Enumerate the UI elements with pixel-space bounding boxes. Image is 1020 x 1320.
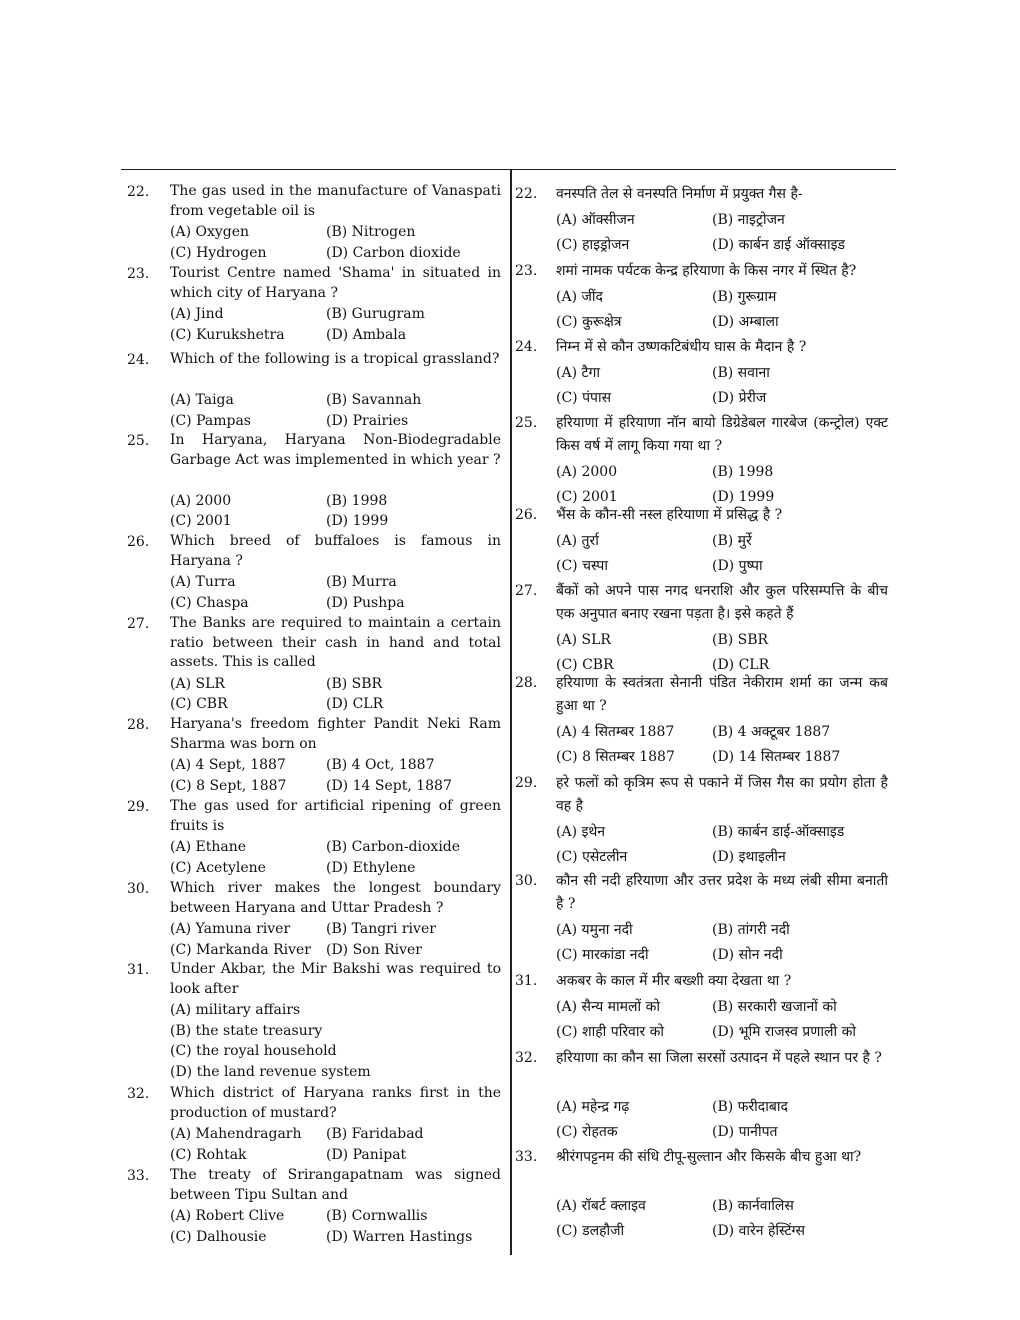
question-number: 23.: [515, 263, 538, 279]
options: [556, 362, 770, 412]
option-b: (B) Carbon-dioxide: [326, 839, 461, 855]
options: [170, 919, 436, 960]
option-a: (A) 2000: [556, 464, 618, 480]
option-a: (A) Mahendragarh: [170, 1126, 302, 1142]
question-text: कौन सी नदी हरियाणा और उत्तर प्रदेश के मध्य लंबी सीमा बनाती है ?: [556, 873, 888, 912]
question-number: 22.: [127, 184, 150, 200]
option-c: (C) पंपास: [556, 390, 612, 406]
option-d: (D) 1999: [326, 513, 389, 529]
top-rule: [121, 169, 896, 170]
option-b: (B) SBR: [326, 675, 383, 692]
question-number: 30.: [127, 881, 150, 897]
option-a: (A) Robert Clive: [170, 1208, 285, 1224]
option-c: (C) 2001: [556, 489, 618, 505]
option-b: (B) 1998: [326, 492, 388, 509]
question-text: श्रीरंगपट्टनम की संधि टीपू-सुल्तान और किसके बीच हुआ था?: [556, 1149, 862, 1165]
option-b: (B) Faridabad: [326, 1126, 424, 1142]
question-number: 31.: [127, 962, 150, 978]
option-a: (A) सैन्य मामलों को: [556, 999, 660, 1015]
option-a: (A) 4 सितम्बर 1887: [556, 724, 675, 740]
options: [556, 209, 845, 259]
option-c: (C) 2001: [170, 513, 232, 529]
question-number: 28.: [515, 675, 538, 691]
question-number: 27.: [515, 583, 538, 599]
option-d: (D) 1999: [712, 489, 775, 505]
question-number: 29.: [127, 799, 150, 815]
option-d: (D) Prairies: [326, 412, 409, 429]
options: [170, 572, 405, 613]
question-number: 22.: [515, 186, 538, 202]
question-text: शमां नामक पर्यटक केन्द्र हरियाणा के किस नगर में स्थित है?: [556, 263, 857, 279]
option-c: (C) Hydrogen: [170, 244, 267, 261]
option-b: (B) SBR: [712, 632, 769, 648]
options: [170, 390, 421, 431]
option-b: (B) 1998: [712, 464, 774, 480]
option-d: (D) Panipat: [326, 1146, 407, 1163]
option-a: (A) जींद: [556, 289, 603, 305]
question-text: Haryana's freedom fighter Pandit Neki Ram Sharma was born on: [170, 716, 501, 752]
option-b: (B) मुर्रे: [712, 533, 752, 549]
question-text: Which district of Haryana ranks first in the production of mustard?: [170, 1085, 501, 1121]
option-a: (A) Oxygen: [170, 224, 250, 240]
option-b: (B) Savannah: [326, 392, 422, 408]
options: [170, 755, 452, 796]
option-c: (C) 8 Sept, 1887: [170, 777, 287, 794]
option-d: (D) CLR: [326, 696, 384, 712]
question-text: हरियाणा के स्वतंत्रता सेनानी पंडित नेकीराम शर्मा का जन्म कब हुआ था ?: [556, 675, 888, 714]
question-text: हरियाणा में हरियाणा नॉन बायो डिग्रेडेबल गारबेज (कन्ट्रोल) एक्ट किस वर्ष में लागू किया गया था ?: [556, 415, 888, 454]
option-c: (C) CBR: [170, 696, 228, 712]
options: [556, 996, 856, 1046]
option-b: (B) कार्बन डाई-ऑक्साइड: [712, 824, 845, 840]
option-a: (A) 2000: [170, 492, 232, 509]
option-b: (B) सवाना: [712, 365, 770, 381]
option-d: (D) Warren Hastings: [326, 1228, 473, 1245]
option-c: (C) the royal household: [170, 1043, 337, 1059]
question-text: Which breed of buffaloes is famous in Haryana ?: [170, 533, 501, 569]
option-b: (B) फरीदाबाद: [712, 1099, 788, 1115]
question-text: The Banks are required to maintain a certain ratio between their cash in hand and total assets. This is called: [170, 615, 501, 670]
option-c: (C) एसेटलीन: [556, 849, 628, 865]
option-a: (A) 4 Sept, 1887: [170, 757, 286, 773]
option-c: (C) मारकांडा नदी: [556, 947, 649, 963]
option-c: (C) 8 सितम्बर 1887: [556, 749, 675, 765]
option-b: (B) Cornwallis: [326, 1208, 428, 1224]
option-c: (C) शाही परिवार को: [556, 1024, 665, 1040]
question-text: भैंस के कौन-सी नस्ल हरियाणा में प्रसिद्ध है ?: [556, 507, 783, 523]
option-b: (B) तांगरी नदी: [712, 922, 790, 938]
option-d: (D) Ambala: [326, 326, 407, 343]
question-number: 32.: [127, 1086, 150, 1102]
options: [170, 1124, 424, 1165]
option-d: (D) the land revenue system: [170, 1063, 371, 1080]
question-text: हरे फलों को कृत्रिम रूप से पकाने में जिस गैस का प्रयोग होता है वह है: [556, 775, 888, 814]
option-d: (D) भूमि राजस्व प्रणाली को: [712, 1024, 856, 1040]
option-b: (B) Murra: [326, 574, 397, 590]
option-a: (A) महेन्द्र गढ़: [556, 1099, 630, 1115]
question-number: 25.: [515, 415, 538, 431]
question-text: हरियाणा का कौन सा जिला सरसों उत्पादन में पहले स्थान पर है ?: [556, 1050, 882, 1066]
options: [170, 222, 461, 263]
question-number: 30.: [515, 873, 538, 889]
option-a: (A) military affairs: [170, 1002, 301, 1018]
question-text: The gas used in the manufacture of Vanaspati from vegetable oil is: [170, 183, 501, 219]
option-c: (C) Chaspa: [170, 594, 249, 611]
question-text: वनस्पति तेल से वनस्पति निर्माण में प्रयुक्त गैस है-: [556, 186, 803, 202]
option-d: (D) 14 Sept, 1887: [326, 777, 452, 794]
option-d: (D) सोन नदी: [712, 947, 783, 963]
option-c: (C) Kurukshetra: [170, 326, 285, 343]
option-d: (D) 14 सितम्बर 1887: [712, 749, 841, 765]
option-c: (C) Rohtak: [170, 1146, 247, 1163]
option-a: (A) यमुना नदी: [556, 922, 633, 938]
option-b: (B) कार्नवालिस: [712, 1198, 794, 1214]
question-number: 24.: [127, 352, 150, 368]
option-a: (A) Ethane: [170, 839, 246, 855]
option-a: (A) इथेन: [556, 824, 606, 840]
question-text: बैंकों को अपने पास नगद धनराशि और कुल परिसम्पत्ति के बीच एक अनुपात बनाए रखना पड़ता है। इसे कहते हैं: [556, 583, 888, 622]
option-b: (B) नाइट्रोजन: [712, 212, 785, 228]
option-a: (A) ऑक्सीजन: [556, 212, 635, 228]
options: [556, 721, 840, 771]
option-c: (C) रोहतक: [556, 1124, 618, 1140]
option-b: (B) सरकारी खजानों को: [712, 999, 837, 1015]
question-number: 32.: [515, 1050, 538, 1066]
option-d: (D) CLR: [712, 657, 770, 673]
options: [170, 491, 388, 532]
options: [170, 674, 383, 715]
question-number: 28.: [127, 717, 150, 733]
option-a: (A) Yamuna river: [170, 921, 291, 937]
question-text: Which river makes the longest boundary between Haryana and Uttar Pradesh ?: [170, 880, 501, 916]
option-c: (C) Pampas: [170, 412, 251, 429]
option-b: (B) Tangri river: [326, 921, 436, 937]
option-b: (B) the state treasury: [170, 1022, 323, 1039]
option-b: (B) Nitrogen: [326, 224, 416, 240]
option-d: (D) वारेन हेस्टिंग्स: [712, 1223, 805, 1239]
option-a: (A) रॉबर्ट क्लाइव: [556, 1198, 646, 1214]
question-number: 25.: [127, 433, 150, 449]
option-a: (A) SLR: [170, 675, 225, 692]
question-text: The treaty of Srirangapatnam was signed between Tipu Sultan and: [170, 1167, 501, 1203]
option-d: (D) कार्बन डाई ऑक्साइड: [712, 237, 845, 253]
question-number: 26.: [127, 534, 150, 550]
question-number: 33.: [515, 1149, 538, 1165]
option-a: (A) Turra: [170, 574, 236, 590]
options: [556, 821, 844, 871]
question-number: 29.: [515, 775, 538, 791]
options: [556, 919, 790, 969]
question-text: Under Akbar, the Mir Bakshi was required to look after: [170, 961, 501, 997]
option-a: (A) SLR: [556, 632, 611, 648]
question-number: 23.: [127, 266, 150, 282]
option-d: (D) Carbon dioxide: [326, 244, 461, 261]
question-number: 33.: [127, 1168, 150, 1184]
question-number: 26.: [515, 507, 538, 523]
question-number: 24.: [515, 339, 538, 355]
option-a: (A) तुर्रा: [556, 533, 599, 549]
option-d: (D) पुष्पा: [712, 558, 763, 574]
option-c: (C) हाइड्रोजन: [556, 237, 630, 253]
option-c: (C) डलहौजी: [556, 1223, 625, 1239]
question-text: निम्न में से कौन उष्णकटिबंधीय घास के मैदान है ?: [556, 339, 807, 355]
question-text: Which of the following is a tropical grassland?: [170, 351, 500, 367]
options: [170, 304, 425, 345]
option-d: (D) अम्बाला: [712, 314, 779, 330]
question-text: Tourist Centre named 'Shama' in situated in which city of Haryana ?: [170, 265, 501, 301]
option-d: (D) Pushpa: [326, 594, 405, 611]
option-b: (B) 4 अक्टूबर 1887: [712, 724, 831, 740]
option-b: (B) Gurugram: [326, 306, 425, 322]
option-d: (D) Ethylene: [326, 859, 416, 876]
options: [556, 1096, 788, 1146]
option-d: (D) इथाइलीन: [712, 849, 786, 865]
option-d: (D) पानीपत: [712, 1124, 778, 1140]
option-c: (C) CBR: [556, 657, 614, 673]
option-c: (C) चस्पा: [556, 558, 608, 574]
option-c: (C) Acetylene: [170, 859, 266, 876]
option-a: (A) टैगा: [556, 365, 601, 381]
options: [170, 1000, 371, 1082]
option-c: (C) कुरूक्षेत्र: [556, 314, 622, 330]
option-c: (C) Markanda River: [170, 941, 311, 958]
question-text: अकबर के काल में मीर बख्शी क्या देखता था ?: [556, 973, 792, 989]
option-c: (C) Dalhousie: [170, 1228, 267, 1245]
question-text: The gas used for artificial ripening of green fruits is: [170, 798, 501, 834]
option-a: (A) Jind: [170, 306, 224, 322]
option-d: (D) प्रेरीज: [712, 390, 767, 406]
option-a: (A) Taiga: [170, 392, 234, 408]
options: [556, 530, 763, 580]
options: [170, 1206, 472, 1247]
options: [556, 286, 779, 336]
question-number: 27.: [127, 616, 150, 632]
column-divider: [510, 169, 512, 1255]
options: [170, 837, 460, 878]
options: [556, 1195, 805, 1245]
option-d: (D) Son River: [326, 941, 422, 958]
option-b: (B) गुरूग्राम: [712, 289, 777, 305]
question-number: 31.: [515, 973, 538, 989]
option-b: (B) 4 Oct, 1887: [326, 757, 435, 773]
question-text: In Haryana, Haryana Non-Biodegradable Garbage Act was implemented in which year ?: [170, 432, 501, 468]
